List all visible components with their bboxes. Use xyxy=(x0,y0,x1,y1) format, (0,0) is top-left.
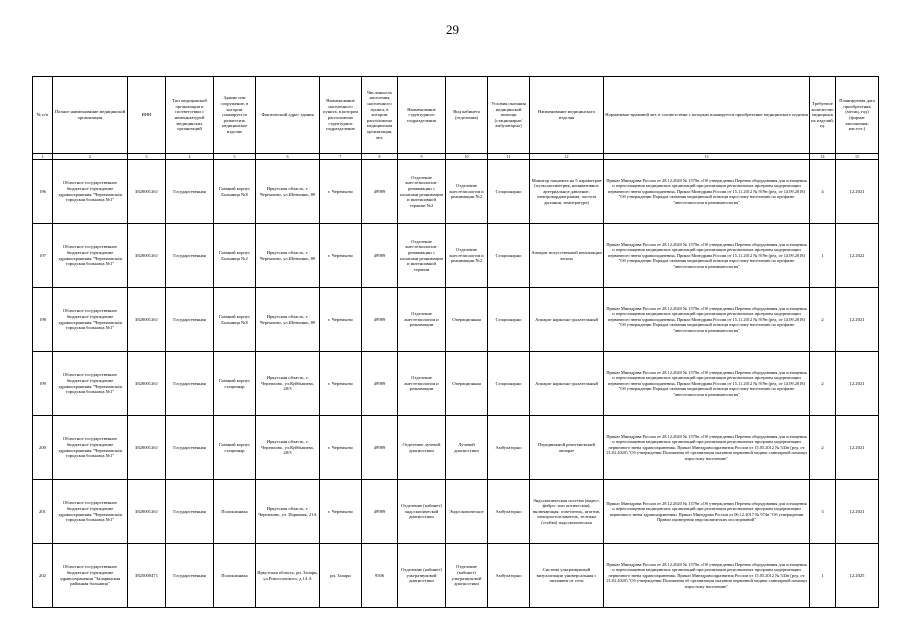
header-cell: Наименование структурного подразделения xyxy=(398,77,446,154)
device: Аппарат искусственной вентиляции легких xyxy=(530,224,604,288)
cabinet: Отделение анестезиологии и реанимации №2 xyxy=(446,224,488,288)
town: г. Черемхово xyxy=(320,288,362,352)
row-number: 202 xyxy=(33,544,53,608)
table-row xyxy=(33,544,879,608)
cabinet: Операционная xyxy=(446,288,488,352)
unit: Отделение анестезиологии-реанимации с палатами реанимации и интенсивной терапии №2 xyxy=(398,160,446,224)
column-number: 1 xyxy=(33,154,53,160)
cabinet: Отделение (кабинет) ультразвуковой диагностики xyxy=(446,544,488,608)
header-cell: Требуемое количество медицинских изделий, ед. xyxy=(810,77,836,154)
legal-act: Приказ Минздрава России от 28.12.2020 № 1379н «Об утверждении Перечня оборудования для оснащения и переоснащения медицинских организаций при реализации региональных программ модернизации первичного звена здравоохранения» Приказ Минздравсоцразвития России от 15.05.2012 № 543н (ред. от 21.02.2020) "Об утверждении Положения об организации оказания первичной медико-санитарной помощи взрослому населению" xyxy=(604,416,810,480)
column-number: 4 xyxy=(166,154,214,160)
building: Поликлиника xyxy=(214,480,256,544)
building: Главный корпус Больница №8 xyxy=(214,160,256,224)
row-number: 200 xyxy=(33,416,53,480)
table-row xyxy=(33,352,879,416)
org-type: Государственная xyxy=(166,160,214,224)
org-name: Областное государственное бюджетное учреждение здравоохранения "Черемховская городская больница №1" xyxy=(53,288,128,352)
address: Иркутская область, г. Черемхово, ул.Куйбышева, 28/3 xyxy=(256,352,320,416)
org-type: Государственная xyxy=(166,480,214,544)
table-row xyxy=(33,224,879,288)
address: Иркутская область, г. Черемхово, ул.Шевченко, 89 xyxy=(256,160,320,224)
town: г. Черемхово xyxy=(320,160,362,224)
row-number: 197 xyxy=(33,224,53,288)
conditions: Амбулаторно xyxy=(488,416,530,480)
conditions: Стационарно xyxy=(488,224,530,288)
inn: 3820001261 xyxy=(128,160,166,224)
equipment-table xyxy=(32,76,879,608)
header-cell: Фактический адрес здания xyxy=(256,77,320,154)
header-cell: Вид кабинета (отделения) xyxy=(446,77,488,154)
population: 49989 xyxy=(362,480,398,544)
cabinet: Лучевой диагностики xyxy=(446,416,488,480)
row-number: 201 xyxy=(33,480,53,544)
quantity: 3 xyxy=(810,480,836,544)
legal-act: Приказ Минздрава России от 28.12.2020 № 1379н «Об утверждении Перечня оборудования для оснащения и переоснащения медицинских организаций при реализации региональных программ модернизации первичного звена здравоохранения» Приказ Минздравсоцразвития России от 15.05.2012 № 543н (ред. от 21.02.2020) "Об утверждении Положения об организации оказания первичной медико-санитарной помощи взрослому населению" xyxy=(604,544,810,608)
org-type: Государственная xyxy=(166,352,214,416)
address: Иркутская область, г. Черемхово, ул.Шевченко, 89 xyxy=(256,288,320,352)
legal-act: Приказ Минздрава России от 28.12.2020 № 1379н «Об утверждении Перечня оборудования для оснащения и переоснащения медицинских организаций при реализации региональных программ модернизации первичного звена здравоохранения» Приказ Минздрава России от 15.11.2012 № 919н (ред. от 14.09.2018) "Об утверждении Порядка оказания медицинской помощи взрослому населению по профилю "анестезиология и реаниматология" xyxy=(604,160,810,224)
town: рп. Залари xyxy=(320,544,362,608)
purchase-date: 12.2021 xyxy=(836,288,879,352)
unit: Отделение анестезиологии и реанимации xyxy=(398,288,446,352)
building: Поликлиника xyxy=(214,544,256,608)
org-type: Государственная xyxy=(166,544,214,608)
header-cell: № п/п xyxy=(33,77,53,154)
address: Иркутская область, г. Черемхово, ул. Парковая, 21А xyxy=(256,480,320,544)
org-type: Государственная xyxy=(166,288,214,352)
unit: Отделение лучевой диагностики xyxy=(398,416,446,480)
unit: Отделение анестезиологии-реанимации с палатами реанимации и интенсивной терапии xyxy=(398,224,446,288)
column-number: 12 xyxy=(530,154,604,160)
inn: 3820001261 xyxy=(128,480,166,544)
header-cell: Нормативно-правовой акт, в соответствии с которым планируется приобретение медицинского изделия xyxy=(604,77,810,154)
purchase-date: 12.2021 xyxy=(836,416,879,480)
row-number: 196 xyxy=(33,160,53,224)
cabinet: Операционная xyxy=(446,352,488,416)
conditions: Стационарно xyxy=(488,160,530,224)
cabinet: Эндоскопическое xyxy=(446,480,488,544)
conditions: Амбулаторно xyxy=(488,480,530,544)
conditions: Стационарно xyxy=(488,288,530,352)
column-number: 13 xyxy=(604,154,810,160)
address: Иркутская область, г. Черемхово, ул.Куйбышева, 28/3 xyxy=(256,416,320,480)
unit: Отделение (кабинет) эндоскопической диагностики xyxy=(398,480,446,544)
org-name: Областное государственное бюджетное учреждение здравоохранения "Черемховская городская больница №1" xyxy=(53,416,128,480)
purchase-date: 12.2021 xyxy=(836,160,879,224)
page-number: 29 xyxy=(446,22,459,37)
column-number: 14 xyxy=(810,154,836,160)
conditions: Стационарно xyxy=(488,352,530,416)
column-number: 9 xyxy=(398,154,446,160)
table-row xyxy=(33,160,879,224)
row-number: 199 xyxy=(33,352,53,416)
header-cell: Полное наименование медицинской организации xyxy=(53,77,128,154)
header-cell: Тип медицинской организации в соответствии с номенклатурой медицинских организаций xyxy=(166,77,214,154)
org-type: Государственная xyxy=(166,224,214,288)
quantity: 2 xyxy=(810,352,836,416)
org-name: Областное государственное бюджетное учреждение здравоохранения "Черемховская городская больница №1" xyxy=(53,480,128,544)
population: 49989 xyxy=(362,352,398,416)
legal-act: Приказ Минздрава России от 28.12.2020 № 1379н «Об утверждении Перечня оборудования для оснащения и переоснащения медицинских организаций при реализации региональных программ модернизации первичного звена здравоохранения» Приказ Минздрава России от 15.11.2012 № 919н (ред. от 14.09.2018) "Об утверждении Порядка оказания медицинской помощи взрослому населению по профилю "анестезиология и реаниматология" xyxy=(604,224,810,288)
column-number: 7 xyxy=(320,154,362,160)
address: Иркутская область, г. Черемхово, ул.Шевченко, 89 xyxy=(256,224,320,288)
header-cell: ИНН xyxy=(128,77,166,154)
header-cell: Здание или сооружение, в котором планируется разместить медицинское изделие xyxy=(214,77,256,154)
population: 49989 xyxy=(362,288,398,352)
device: Монитор пациента на 5 параметров (пульсоксиметрия, неинвазивное артериальное давление, электрокардиограмма, частота дыхания, температура) xyxy=(530,160,604,224)
column-number: 8 xyxy=(362,154,398,160)
header-cell: Планируемая дата приобретения (месяц, год) (формат заполнения: мм.гггг.) xyxy=(836,77,879,154)
legal-act: Приказ Минздрава России от 28.12.2020 № 1379н «Об утверждении Перечня оборудования для оснащения и переоснащения медицинских организаций при реализации региональных программ модернизации первичного звена здравоохранения» Приказ Минздрава России от 15.11.2012 № 919н (ред. от 14.09.2018) "Об утверждении Порядка оказания медицинской помощи взрослому населению по профилю "анестезиология и реаниматология" xyxy=(604,352,810,416)
inn: 3820001261 xyxy=(128,288,166,352)
device: Аппарат наркозно-дыхательный xyxy=(530,288,604,352)
quantity: 2 xyxy=(810,416,836,480)
legal-act: Приказ Минздрава России от 28.12.2020 № 1379н «Об утверждении Перечня оборудования для оснащения и переоснащения медицинских организаций при реализации региональных программ модернизации первичного звена здравоохранения» Приказ Минздрава России от 15.11.2012 № 919н (ред. от 14.09.2018) "Об утверждении Порядка оказания медицинской помощи взрослому населению по профилю "анестезиология и реаниматология" xyxy=(604,288,810,352)
population: 9506 xyxy=(362,544,398,608)
column-number: 6 xyxy=(256,154,320,160)
purchase-date: 12.2025 xyxy=(836,544,879,608)
column-number: 11 xyxy=(488,154,530,160)
table-row xyxy=(33,480,879,544)
org-name: Областное государственное бюджетное учреждение здравоохранения "Черемховская городская больница №1" xyxy=(53,352,128,416)
device: Система ультразвуковой визуализации универсальная с питанием от сети xyxy=(530,544,604,608)
unit: Отделение анестезиологии и реанимации xyxy=(398,352,446,416)
building: Главный корпус Больница №8 xyxy=(214,288,256,352)
cabinet: Отделение анестезиологии и реанимации №2 xyxy=(446,160,488,224)
population: 49989 xyxy=(362,160,398,224)
header-row xyxy=(33,77,879,154)
org-name: Областное государственное бюджетное учреждение здравоохранения "Черемховская городская больница №1" xyxy=(53,224,128,288)
quantity: 1 xyxy=(810,224,836,288)
building: Главный корпус стационар xyxy=(214,352,256,416)
header-cell: Наименование населенного пункта, в котором расположено структурное подразделение xyxy=(320,77,362,154)
address: Иркутская область, рп. Залари, ул.Рокоссовского, д.14 А xyxy=(256,544,320,608)
town: г. Черемхово xyxy=(320,416,362,480)
building: Главный корпус стационар xyxy=(214,416,256,480)
conditions: Амбулаторно xyxy=(488,544,530,608)
column-number: 10 xyxy=(446,154,488,160)
table-row xyxy=(33,416,879,480)
device: Аппарат наркозно-дыхательный xyxy=(530,352,604,416)
row-number: 198 xyxy=(33,288,53,352)
purchase-date: 12.2021 xyxy=(836,352,879,416)
inn: 3820001261 xyxy=(128,224,166,288)
org-type: Государственная xyxy=(166,416,214,480)
column-number: 15 xyxy=(836,154,879,160)
column-number: 5 xyxy=(214,154,256,160)
purchase-date: 12.2021 xyxy=(836,480,879,544)
header-cell: Условия оказания медицинской помощи (стационарно/амбулаторно) xyxy=(488,77,530,154)
inn: 3820001261 xyxy=(128,352,166,416)
population: 49989 xyxy=(362,416,398,480)
device: Передвижной рентгеновский аппарат xyxy=(530,416,604,480)
inn: 3820001261 xyxy=(128,416,166,480)
population: 49989 xyxy=(362,224,398,288)
quantity: 2 xyxy=(810,288,836,352)
table-row xyxy=(33,288,879,352)
quantity: 4 xyxy=(810,160,836,224)
quantity: 1 xyxy=(810,544,836,608)
device: Эндоскопическая система (видео-, фибро- или оптическая), включающая: осветитель, штатив, электроотсасыватель, тележка (стойка) эндоскопическая xyxy=(530,480,604,544)
building: Главный корпус Больница №2 xyxy=(214,224,256,288)
org-name: Областное государственное бюджетное учреждение здравоохранения "Заларинская районная больница" xyxy=(53,544,128,608)
header-cell: Наименование медицинского изделия xyxy=(530,77,604,154)
town: г. Черемхово xyxy=(320,480,362,544)
inn: 3825000471 xyxy=(128,544,166,608)
purchase-date: 12.2022 xyxy=(836,224,879,288)
column-number: 3 xyxy=(128,154,166,160)
header-cell: Численность населения населенного пункта, в котором расположено медицинская организация, чел. xyxy=(362,77,398,154)
org-name: Областное государственное бюджетное учреждение здравоохранения "Черемховская городская больница №1" xyxy=(53,160,128,224)
column-number: 2 xyxy=(53,154,128,160)
unit: Отделение (кабинет) ультразвуковой диагностики xyxy=(398,544,446,608)
town: г. Черемхово xyxy=(320,224,362,288)
legal-act: Приказ Минздрава России от 28.12.2020 № 1379н «Об утверждении Перечня оборудования для оснащения и переоснащения медицинских организаций при реализации региональных программ модернизации первичного звена здравоохранения» Приказ Минздрава России от 06.12.2017 № 974н "Об утверждении Правил проведения эндоскопических исследований" xyxy=(604,480,810,544)
town: г. Черемхово xyxy=(320,352,362,416)
